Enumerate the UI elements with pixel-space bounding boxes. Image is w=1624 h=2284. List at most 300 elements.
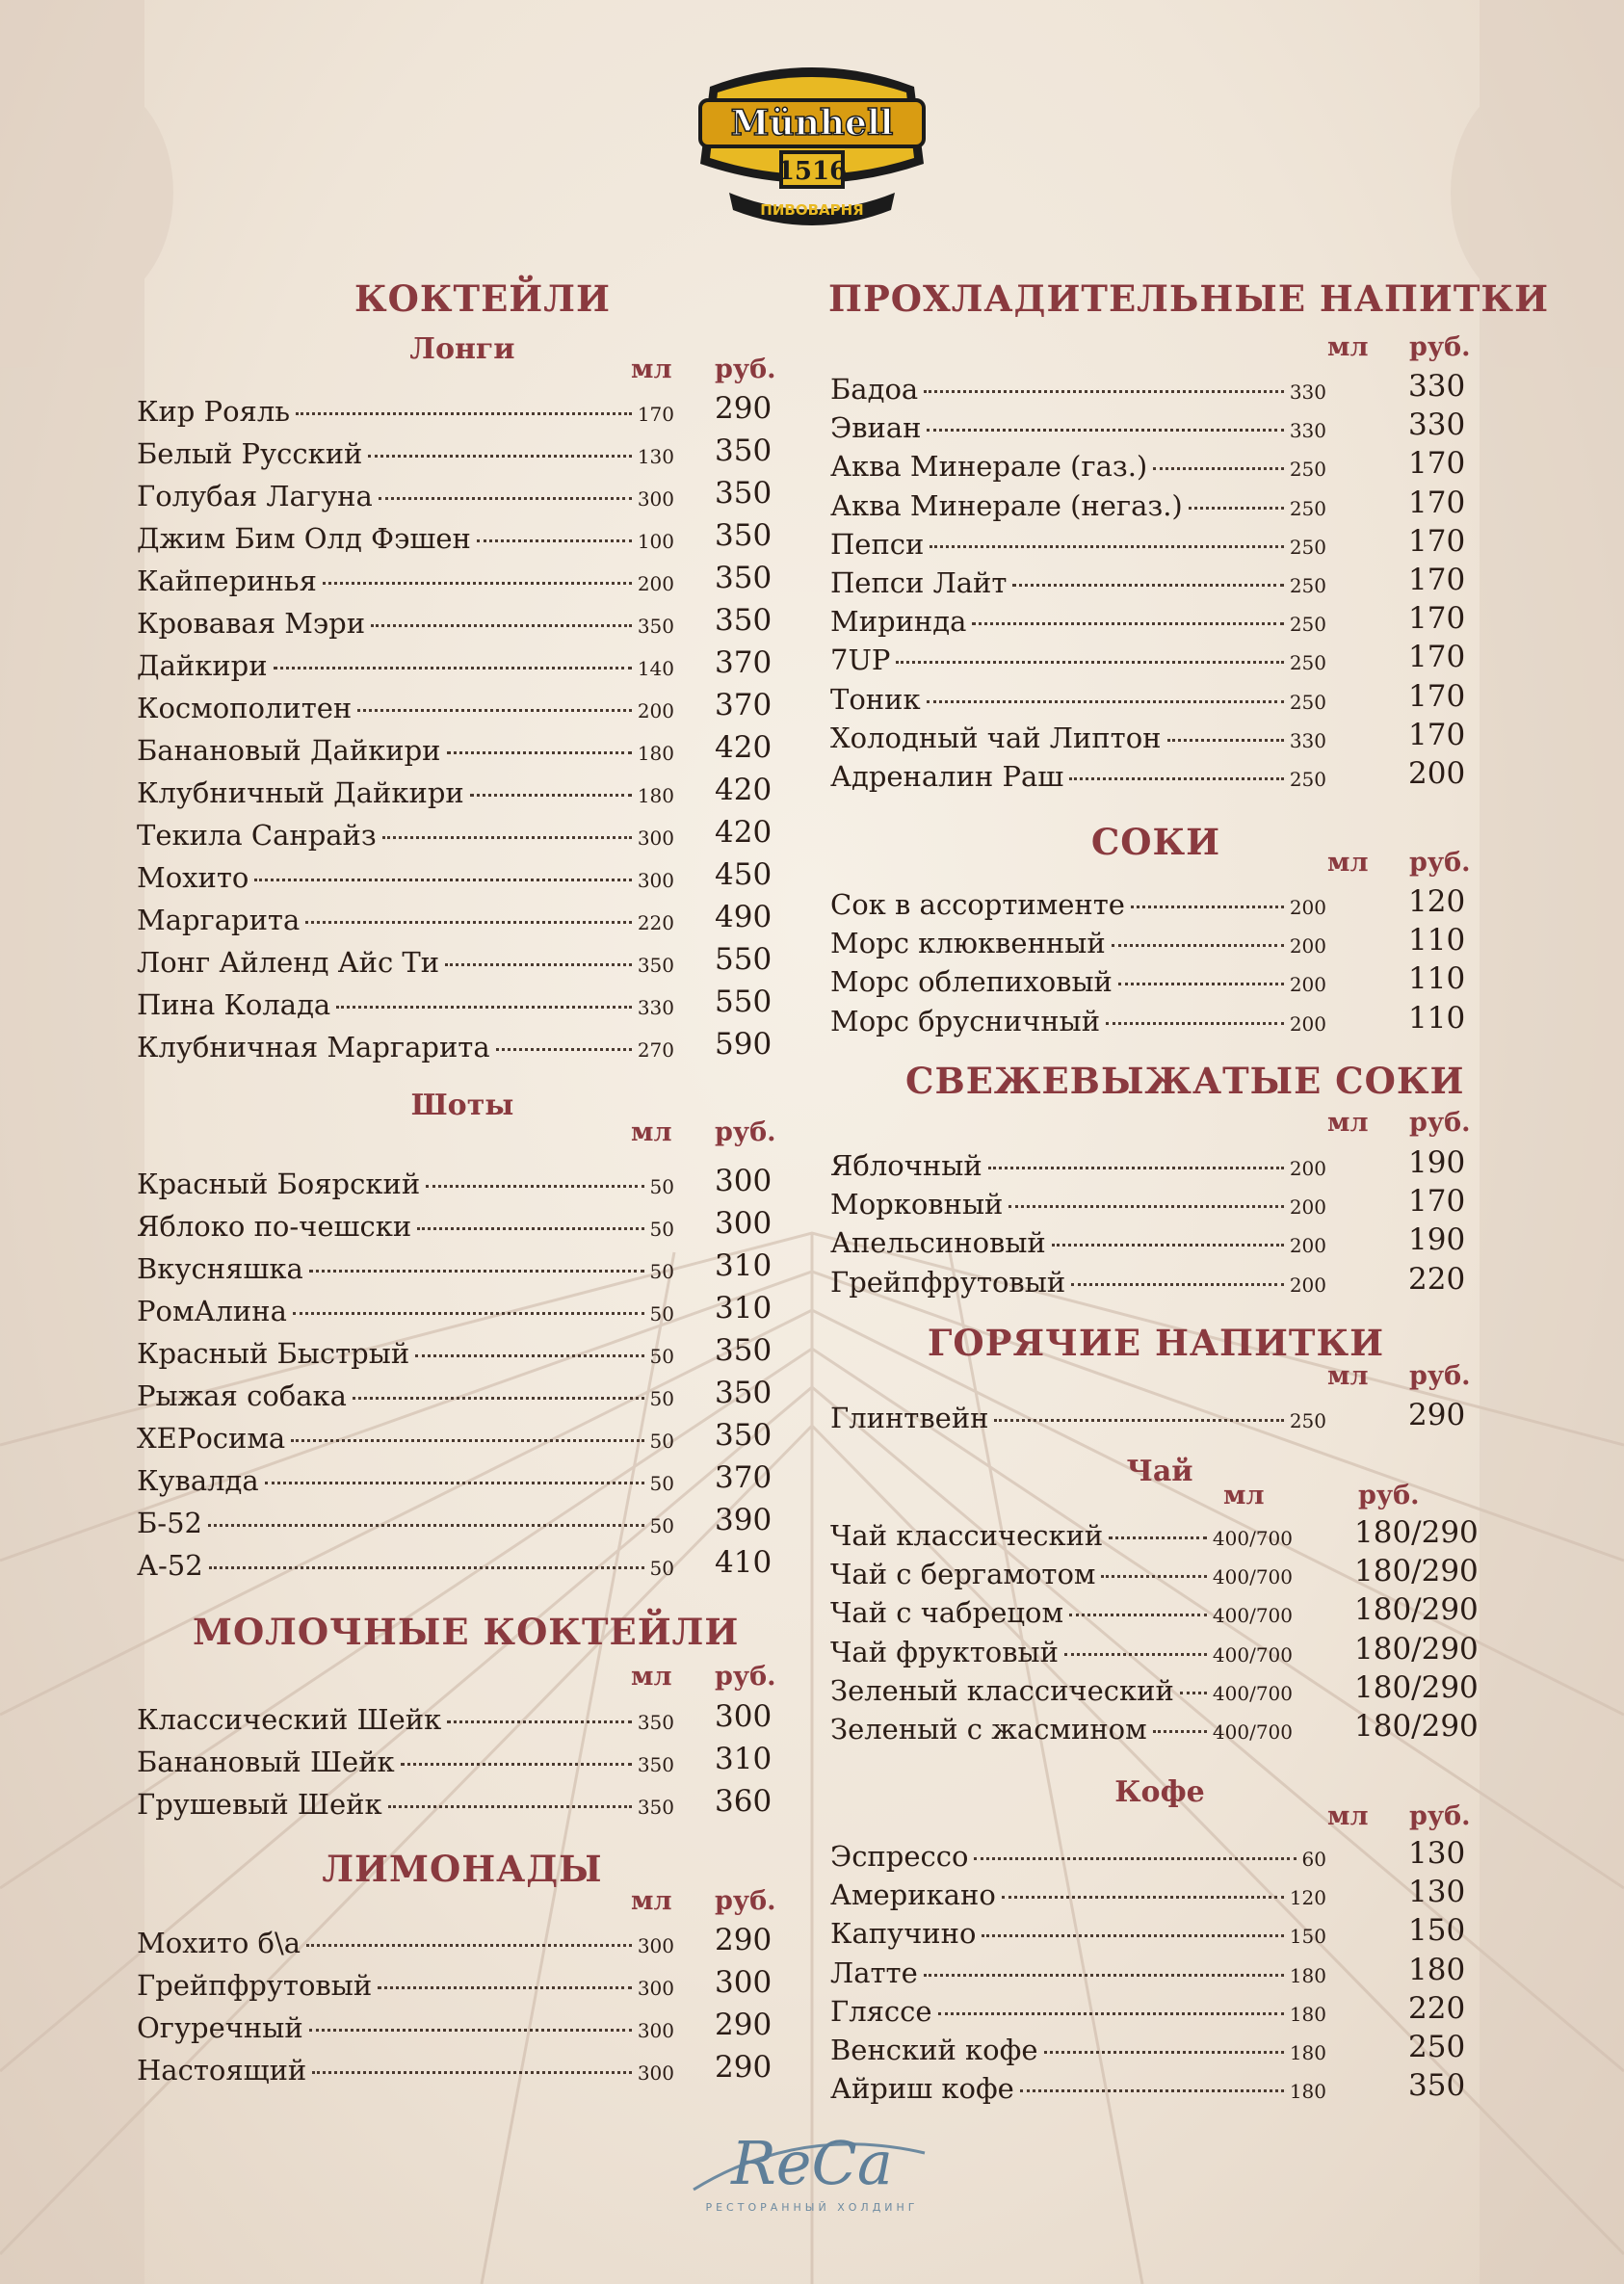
menu-item-price: 290 (1408, 1398, 1466, 1432)
menu-item-name: Латте (830, 1956, 918, 1989)
menu-item-volume: 50 (649, 1260, 674, 1283)
leader-dots (1112, 944, 1284, 947)
menu-item-row (137, 649, 674, 688)
menu-item-row (830, 528, 1326, 566)
menu-item-volume: 140 (637, 657, 674, 680)
menu-item-price: 170 (1408, 563, 1466, 597)
menu-item-row (830, 1558, 1293, 1596)
section-title-lemonades: ЛИМОНАДЫ (322, 1848, 603, 1890)
menu-item-name: Клубничная Маргарита (137, 1031, 490, 1063)
leader-dots (379, 497, 632, 500)
menu-item-volume: 100 (637, 530, 674, 553)
menu-item-volume: 200 (1289, 1157, 1326, 1180)
menu-item-volume: 200 (1289, 1011, 1326, 1036)
header-ml: мл (631, 1117, 672, 1147)
menu-item-volume: 180 (637, 742, 674, 765)
leader-dots (924, 1974, 1284, 1977)
menu-item-name: Холодный чай Липтон (830, 721, 1162, 754)
menu-item-row (137, 1422, 674, 1460)
menu-item-price: 180/290 (1354, 1592, 1479, 1628)
menu-item-volume: 250 (1289, 613, 1326, 637)
menu-item-row (137, 1746, 674, 1784)
menu-item-row (830, 1226, 1326, 1265)
menu-item-price: 310 (715, 1248, 773, 1283)
menu-item-volume: 300 (637, 869, 674, 892)
header-ml: мл (1327, 332, 1369, 362)
menu-item-name: Зеленый с жасмином (830, 1713, 1147, 1746)
menu-item-name: Чай с чабрецом (830, 1596, 1064, 1630)
menu-item-name: Маргарита (137, 904, 301, 936)
menu-item-price: 170 (1408, 717, 1466, 752)
menu-item-price: 220 (1408, 1990, 1466, 2026)
menu-item-volume: 50 (649, 1514, 674, 1537)
menu-item-volume: 300 (637, 2019, 674, 2042)
menu-item-price: 300 (715, 1699, 773, 1734)
menu-item-volume: 350 (637, 1796, 674, 1819)
menu-item-volume: 200 (637, 699, 674, 722)
menu-item-volume: 50 (649, 1557, 674, 1580)
menu-item-price: 180/290 (1354, 1631, 1479, 1667)
menu-item-volume: 250 (1289, 458, 1326, 482)
menu-item-row (137, 1703, 674, 1742)
menu-item-row (830, 1995, 1326, 2034)
menu-item-volume: 250 (1289, 690, 1326, 714)
menu-item-price: 190 (1408, 1145, 1466, 1180)
menu-item-row (830, 373, 1326, 411)
menu-item-name: Клубничный Дайкири (137, 776, 464, 809)
menu-item-row (830, 1188, 1326, 1226)
menu-item-price: 190 (1408, 1222, 1466, 1258)
leader-dots (447, 1720, 632, 1723)
leader-dots (1002, 1896, 1284, 1899)
leader-dots (974, 1857, 1296, 1860)
menu-item-name: Рыжая собака (137, 1379, 347, 1412)
menu-item-volume: 200 (1289, 934, 1326, 958)
menu-item-name: Банановый Дайкири (137, 734, 441, 767)
menu-item-name: Лонг Айленд Айс Ти (137, 946, 440, 979)
leader-dots (972, 622, 1283, 625)
leader-dots (1106, 1022, 1284, 1025)
menu-item-name: Капучино (830, 1917, 977, 1951)
menu-item-name: Морс облепиховый (830, 965, 1113, 999)
leader-dots (982, 1934, 1283, 1937)
menu-item-price: 300 (715, 1164, 773, 1198)
menu-item-volume: 220 (637, 911, 674, 934)
menu-item-row (830, 1674, 1293, 1713)
menu-item-price: 350 (715, 561, 773, 595)
menu-item-name: Пина Колада (137, 988, 331, 1021)
header-rub: руб. (715, 1117, 776, 1147)
menu-item-name: Огуречный (137, 2011, 303, 2044)
menu-item-name: Грейпфрутовый (137, 1969, 373, 2002)
menu-item-name: Текила Санрайз (137, 819, 377, 852)
menu-item-price: 350 (715, 518, 773, 553)
menu-item-row (137, 692, 674, 730)
leader-dots (306, 1944, 632, 1947)
menu-item-volume: 180 (637, 784, 674, 807)
leader-dots (309, 2029, 632, 2032)
menu-item-name: Эвиан (830, 411, 922, 445)
menu-item-name: Пепси (830, 527, 925, 561)
menu-item-row (830, 450, 1326, 488)
menu-item-price: 350 (715, 1376, 773, 1410)
leader-dots (930, 545, 1283, 548)
subsection-title-longs: Лонги (409, 332, 515, 366)
menu-item-name: Гляссе (830, 1994, 932, 2028)
leader-dots (1153, 1730, 1207, 1733)
menu-item-name: Венский кофе (830, 2034, 1038, 2066)
menu-item-row (830, 1840, 1326, 1878)
menu-item-price: 220 (1408, 1261, 1466, 1297)
menu-item-volume: 350 (637, 1753, 674, 1776)
menu-item-price: 180/290 (1354, 1554, 1479, 1589)
menu-item-price: 310 (715, 1291, 773, 1326)
leader-dots (1064, 1653, 1207, 1656)
reca-logo-text: ReCa (731, 2128, 893, 2198)
leader-dots (291, 1439, 643, 1442)
menu-item-row (830, 1956, 1326, 1995)
menu-item-volume: 60 (1301, 1848, 1326, 1871)
menu-item-name: Кайперинья (137, 564, 317, 597)
leader-dots (208, 1524, 644, 1527)
menu-item-name: 7UP (830, 643, 891, 677)
menu-item-name: Белый Русский (137, 437, 363, 470)
leader-dots (896, 661, 1283, 664)
menu-item-name: Грушевый Шейк (137, 1788, 382, 1821)
menu-item-price: 490 (715, 900, 773, 934)
menu-item-volume: 250 (1289, 1409, 1326, 1432)
menu-item-volume: 200 (1289, 973, 1326, 997)
leader-dots (1189, 507, 1284, 510)
menu-item-price: 170 (1408, 485, 1466, 520)
menu-item-price: 410 (715, 1545, 773, 1580)
menu-item-row (830, 1149, 1326, 1188)
menu-item-row (830, 1917, 1326, 1956)
menu-item-row (137, 1379, 674, 1418)
leader-dots (1118, 983, 1284, 985)
menu-item-price: 420 (715, 815, 773, 850)
menu-item-name: Американо (830, 1878, 996, 1912)
menu-item-name: Чай классический (830, 1519, 1104, 1552)
menu-item-price: 170 (1408, 523, 1466, 559)
section-title-milk-cocktails: МОЛОЧНЫЕ КОКТЕЙЛИ (193, 1611, 740, 1653)
menu-item-price: 590 (715, 1027, 773, 1062)
menu-item-volume: 300 (637, 1977, 674, 2000)
menu-item-name: Яблоко по-чешски (137, 1210, 412, 1243)
menu-item-name: Красный Боярский (137, 1168, 421, 1200)
leader-dots (382, 836, 632, 839)
menu-item-price: 170 (1408, 1184, 1466, 1220)
leader-dots (293, 1312, 644, 1315)
menu-item-volume: 330 (637, 996, 674, 1019)
leader-dots (368, 455, 631, 458)
menu-item-price: 450 (715, 857, 773, 892)
menu-item-price: 390 (715, 1503, 773, 1537)
menu-item-row (830, 683, 1326, 722)
leader-dots (1109, 1536, 1207, 1539)
menu-item-row (137, 607, 674, 645)
menu-item-volume: 300 (637, 487, 674, 511)
menu-item-row (137, 946, 674, 984)
menu-item-row (830, 2034, 1326, 2072)
menu-item-price: 330 (1408, 369, 1466, 404)
menu-item-volume: 400/700 (1212, 1720, 1293, 1744)
menu-item-row (137, 437, 674, 476)
menu-item-price: 550 (715, 942, 773, 977)
leader-dots (209, 1566, 644, 1569)
header-rub: руб. (1409, 848, 1471, 878)
menu-item-name: Голубая Лагуна (137, 480, 373, 512)
menu-item-volume: 50 (649, 1218, 674, 1241)
menu-item-name: Яблочный (830, 1149, 982, 1182)
menu-item-row (137, 1788, 674, 1826)
menu-item-row (137, 1252, 674, 1291)
menu-item-row (137, 2054, 674, 2092)
menu-item-row (830, 643, 1326, 682)
menu-item-row (830, 927, 1326, 965)
logo-year-text: 1516 (776, 157, 848, 186)
menu-item-name: Морс клюквенный (830, 927, 1106, 960)
logo-tagline-text: ПИВОВАРНЯ (760, 201, 864, 219)
menu-item-volume: 250 (1289, 651, 1326, 675)
leader-dots (994, 1419, 1283, 1422)
header-rub: руб. (1409, 1801, 1471, 1831)
menu-item-price: 120 (1408, 884, 1466, 919)
menu-item-row (830, 888, 1326, 927)
leader-dots (265, 1482, 644, 1484)
menu-item-price: 350 (715, 1418, 773, 1453)
leader-dots (1071, 1283, 1284, 1286)
leader-dots (1008, 1205, 1283, 1208)
leader-dots (401, 1763, 632, 1766)
menu-item-volume: 400/700 (1212, 1604, 1293, 1628)
menu-item-volume: 200 (1289, 1195, 1326, 1220)
leader-dots (353, 1397, 644, 1400)
menu-item-price: 300 (715, 1206, 773, 1241)
menu-item-row (137, 480, 674, 518)
menu-item-price: 350 (715, 1333, 773, 1368)
logo-brand-text: Münhell (730, 103, 894, 144)
menu-item-price: 370 (715, 645, 773, 680)
menu-item-row (137, 1295, 674, 1333)
menu-item-volume: 200 (1289, 1273, 1326, 1297)
menu-item-volume: 250 (1289, 768, 1326, 791)
leader-dots (1180, 1692, 1207, 1694)
menu-item-volume: 350 (637, 615, 674, 638)
menu-item-price: 550 (715, 984, 773, 1019)
menu-item-volume: 50 (649, 1387, 674, 1410)
leader-dots (336, 1006, 632, 1009)
menu-item-name: Чай с бергамотом (830, 1558, 1096, 1591)
leader-dots (1131, 906, 1284, 908)
munhell-logo (691, 58, 933, 227)
leader-dots (323, 582, 632, 585)
menu-item-row (830, 605, 1326, 643)
menu-item-volume: 180 (1289, 2002, 1326, 2026)
menu-item-volume: 250 (1289, 574, 1326, 597)
leader-dots (1153, 467, 1284, 470)
leader-dots (388, 1805, 632, 1808)
menu-item-price: 350 (1408, 2068, 1466, 2104)
leader-dots (470, 794, 632, 797)
header-ml: мл (631, 1662, 672, 1692)
menu-item-name: Апельсиновый (830, 1226, 1046, 1260)
leader-dots (445, 963, 632, 966)
menu-item-volume: 400/700 (1212, 1681, 1293, 1705)
menu-item-row (137, 776, 674, 815)
leader-dots (254, 879, 631, 881)
menu-item-volume: 270 (637, 1038, 674, 1062)
menu-item-volume: 400/700 (1212, 1642, 1293, 1667)
leader-dots (274, 667, 632, 669)
menu-item-row (830, 1005, 1326, 1043)
menu-item-row (830, 722, 1326, 760)
menu-item-name: Кир Рояль (137, 395, 291, 428)
menu-item-volume: 330 (1289, 381, 1326, 404)
menu-item-row (137, 1464, 674, 1503)
menu-item-name: Глинтвейн (830, 1402, 989, 1434)
menu-item-row (137, 1031, 674, 1069)
leader-dots (924, 390, 1284, 393)
menu-item-price: 180/290 (1354, 1515, 1479, 1550)
menu-item-volume: 400/700 (1212, 1527, 1293, 1550)
menu-item-name: Аква Минерале (газ.) (830, 450, 1148, 484)
leader-dots (927, 429, 1283, 432)
menu-item-volume: 200 (637, 572, 674, 595)
menu-item-name: Аква Минерале (негаз.) (830, 488, 1183, 522)
menu-item-volume: 120 (1289, 1886, 1326, 1910)
menu-item-name: Мохито б\а (137, 1927, 301, 1959)
leader-dots (312, 2071, 632, 2074)
leader-dots (1101, 1575, 1206, 1578)
menu-item-volume: 250 (1289, 535, 1326, 559)
menu-item-row (137, 904, 674, 942)
menu-item-price: 180 (1408, 1952, 1466, 1987)
menu-item-price: 110 (1408, 961, 1466, 997)
menu-item-volume: 300 (637, 827, 674, 850)
menu-item-row (137, 1927, 674, 1965)
menu-item-name: Кровавая Мэри (137, 607, 366, 640)
menu-item-price: 350 (715, 476, 773, 511)
leader-dots (988, 1167, 1284, 1169)
menu-item-row (137, 1969, 674, 2008)
menu-item-name: Банановый Шейк (137, 1746, 395, 1778)
menu-item-price: 170 (1408, 446, 1466, 482)
menu-item-price: 330 (1408, 407, 1466, 443)
menu-item-volume: 180 (1289, 2041, 1326, 2064)
header-rub: руб. (715, 1662, 776, 1692)
leader-dots (415, 1354, 643, 1357)
menu-item-volume: 130 (637, 445, 674, 468)
menu-item-price: 290 (715, 391, 773, 426)
section-title-soft-drinks: ПРОХЛАДИТЕЛЬНЫЕ НАПИТКИ (828, 277, 1550, 320)
subsection-title-shots: Шоты (410, 1089, 514, 1122)
footer-subtitle: РЕСТОРАННЫЙ ХОЛДИНГ (705, 2201, 919, 2214)
menu-item-volume: 330 (1289, 728, 1326, 752)
menu-item-price: 370 (715, 1460, 773, 1495)
menu-item-name: Вкусняшка (137, 1252, 303, 1285)
leader-dots (309, 1270, 644, 1273)
leader-dots (447, 751, 632, 754)
leader-dots (426, 1185, 643, 1188)
menu-item-name: Грейпфрутовый (830, 1265, 1066, 1299)
menu-item-name: Зеленый классический (830, 1673, 1174, 1707)
menu-item-name: Чай фруктовый (830, 1635, 1059, 1668)
menu-item-name: Эспрессо (830, 1840, 969, 1873)
header-rub: руб. (715, 354, 776, 384)
leader-dots (1052, 1244, 1284, 1247)
leader-dots (938, 2012, 1284, 2015)
menu-item-name: Кувалда (137, 1464, 259, 1497)
header-ml: мл (1327, 1801, 1369, 1831)
menu-item-name: РомАлина (137, 1295, 287, 1327)
header-rub: руб. (1409, 332, 1471, 362)
menu-item-price: 250 (1408, 2030, 1466, 2064)
menu-item-volume: 170 (637, 403, 674, 426)
leader-dots (296, 412, 632, 415)
leader-dots (1012, 584, 1283, 587)
menu-item-volume: 300 (637, 2061, 674, 2085)
menu-item-row (830, 1519, 1293, 1558)
menu-item-row (830, 566, 1326, 605)
menu-item-price: 290 (715, 2008, 773, 2042)
menu-item-name: Морс брусничный (830, 1004, 1101, 1037)
menu-item-row (830, 2072, 1326, 2111)
menu-item-price: 360 (715, 1784, 773, 1819)
menu-item-price: 350 (715, 603, 773, 638)
menu-item-name: Классический Шейк (137, 1703, 442, 1736)
leader-dots (1044, 2051, 1284, 2054)
menu-item-row (137, 395, 674, 433)
menu-item-price: 200 (1408, 756, 1466, 791)
menu-item-volume: 330 (1289, 419, 1326, 443)
menu-item-volume: 50 (649, 1430, 674, 1453)
menu-item-price: 420 (715, 730, 773, 765)
header-ml: мл (1327, 1108, 1369, 1138)
menu-item-name: Б-52 (137, 1507, 203, 1539)
menu-item-row (137, 1337, 674, 1376)
menu-item-row (137, 522, 674, 561)
menu-item-price: 370 (715, 688, 773, 722)
header-ml: мл (631, 1886, 672, 1916)
leader-dots (305, 921, 632, 924)
menu-item-name: Миринда (830, 605, 967, 639)
menu-item-row (830, 1713, 1293, 1751)
menu-item-name: Мохито (137, 861, 249, 894)
menu-item-row (830, 411, 1326, 450)
menu-item-price: 110 (1408, 923, 1466, 958)
header-ml: мл (631, 354, 672, 384)
menu-item-volume: 250 (1289, 496, 1326, 520)
menu-item-row (830, 760, 1326, 799)
leader-dots (417, 1227, 643, 1230)
menu-item-price: 310 (715, 1742, 773, 1776)
menu-item-name: Красный Быстрый (137, 1337, 410, 1370)
subsection-title-tea: Чай (1126, 1455, 1193, 1488)
menu-item-name: Тоник (830, 682, 921, 716)
menu-item-row (137, 2011, 674, 2050)
menu-item-name: ХЕРосима (137, 1422, 286, 1455)
menu-item-row (137, 1210, 674, 1248)
menu-item-price: 150 (1408, 1913, 1466, 1949)
menu-item-row (830, 965, 1326, 1004)
leader-dots (1069, 777, 1284, 780)
menu-item-row (830, 1878, 1326, 1917)
leader-dots (496, 1048, 632, 1051)
menu-item-price: 300 (715, 1965, 773, 2000)
menu-item-price: 290 (715, 2050, 773, 2085)
menu-item-name: Бадоа (830, 373, 919, 406)
